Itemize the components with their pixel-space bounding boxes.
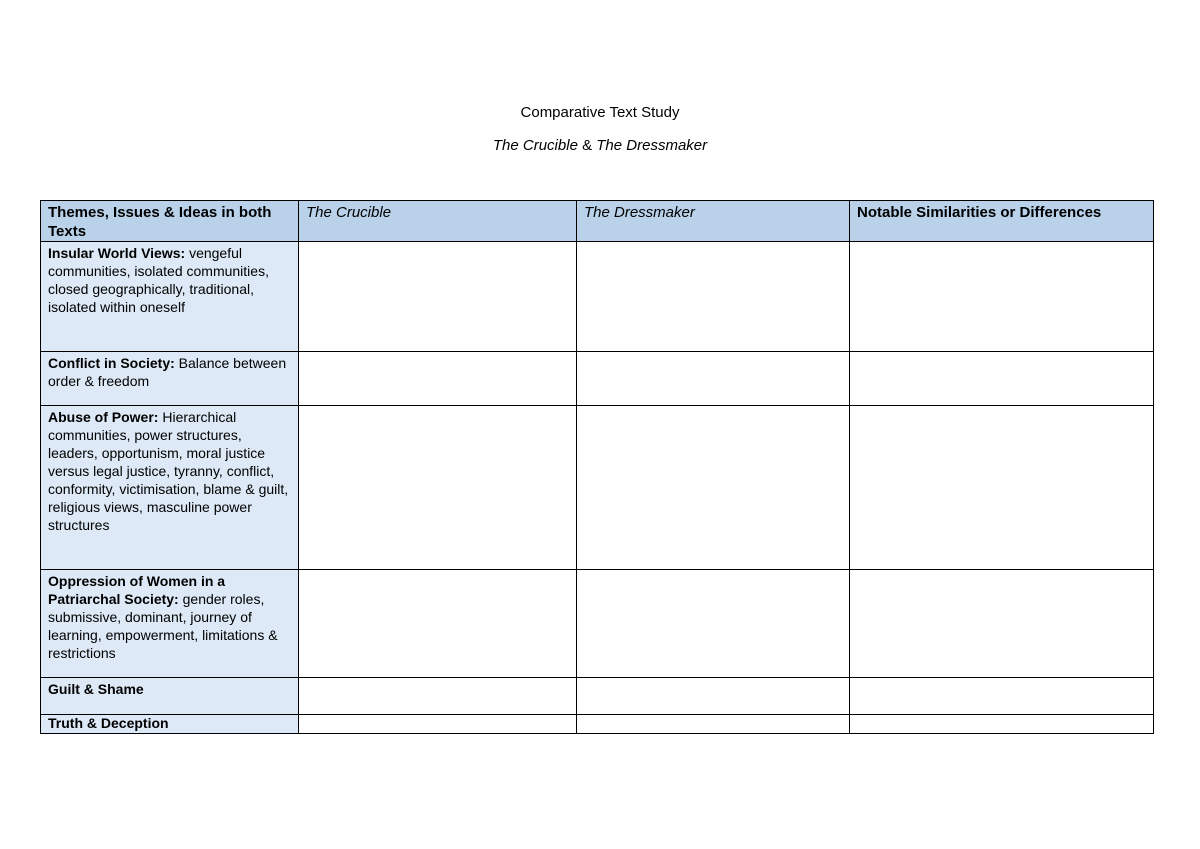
- dressmaker-cell[interactable]: [577, 570, 850, 678]
- crucible-cell[interactable]: [299, 242, 577, 352]
- subtitle-separator: &: [577, 137, 597, 154]
- notes-cell[interactable]: [850, 406, 1154, 570]
- theme-description: Hierarchical communities, power structures, leaders, opportunism, moral justice versus legal justice, tyranny, conflict, conformity, victimisation, blame & guilt, religious views, masculine power structures: [48, 409, 289, 533]
- theme-cell: [41, 406, 299, 570]
- notes-cell[interactable]: [850, 352, 1154, 406]
- theme-cell: [41, 678, 299, 715]
- dressmaker-cell[interactable]: [577, 715, 850, 734]
- theme-description: vengeful communities, isolated communities, closed geographically, traditional, isolated within oneself: [48, 245, 269, 315]
- subtitle-text-dressmaker: The Dressmaker: [596, 137, 708, 154]
- theme-description: gender roles, submissive, dominant, journey of learning, empowerment, limitations & restrictions: [48, 591, 278, 661]
- document-title: Comparative Text Study: [520, 104, 680, 121]
- crucible-cell[interactable]: [299, 352, 577, 406]
- table-row: [41, 406, 1154, 570]
- header-crucible: The Crucible: [299, 201, 577, 242]
- notes-cell[interactable]: [850, 570, 1154, 678]
- theme-description: Balance between order & freedom: [48, 355, 287, 389]
- dressmaker-cell[interactable]: [577, 242, 850, 352]
- theme-cell: [41, 570, 299, 678]
- crucible-cell[interactable]: [299, 678, 577, 715]
- table-row: [41, 352, 1154, 406]
- theme-cell: [41, 242, 299, 352]
- table-row: [41, 715, 1154, 734]
- notes-cell[interactable]: [850, 242, 1154, 352]
- theme-cell: [41, 352, 299, 406]
- header-similarities: Notable Similarities or Differences: [850, 201, 1154, 242]
- notes-cell[interactable]: [850, 678, 1154, 715]
- header-dressmaker: The Dressmaker: [577, 201, 850, 242]
- table-row: [41, 242, 1154, 352]
- theme-cell: [41, 715, 299, 734]
- dressmaker-cell[interactable]: [577, 352, 850, 406]
- theme-title: Conflict in Society:: [48, 355, 175, 371]
- crucible-cell[interactable]: [299, 406, 577, 570]
- theme-title: Oppression of Women in a Patriarchal Society:: [48, 573, 226, 607]
- header-themes: Themes, Issues & Ideas in both Texts: [41, 201, 299, 242]
- document-subtitle: [0, 137, 1200, 154]
- comparison-table: [40, 200, 1154, 734]
- dressmaker-cell[interactable]: [577, 406, 850, 570]
- dressmaker-cell[interactable]: [577, 678, 850, 715]
- theme-title: Insular World Views:: [48, 245, 186, 261]
- theme-title: Truth & Deception: [48, 715, 169, 731]
- table-row: [41, 678, 1154, 715]
- table-header-row: [41, 201, 1154, 242]
- notes-cell[interactable]: [850, 715, 1154, 734]
- crucible-cell[interactable]: [299, 570, 577, 678]
- theme-title: Guilt & Shame: [48, 681, 144, 697]
- table-row: [41, 570, 1154, 678]
- theme-title: Abuse of Power:: [48, 409, 159, 425]
- subtitle-text-crucible: The Crucible: [492, 137, 578, 154]
- crucible-cell[interactable]: [299, 715, 577, 734]
